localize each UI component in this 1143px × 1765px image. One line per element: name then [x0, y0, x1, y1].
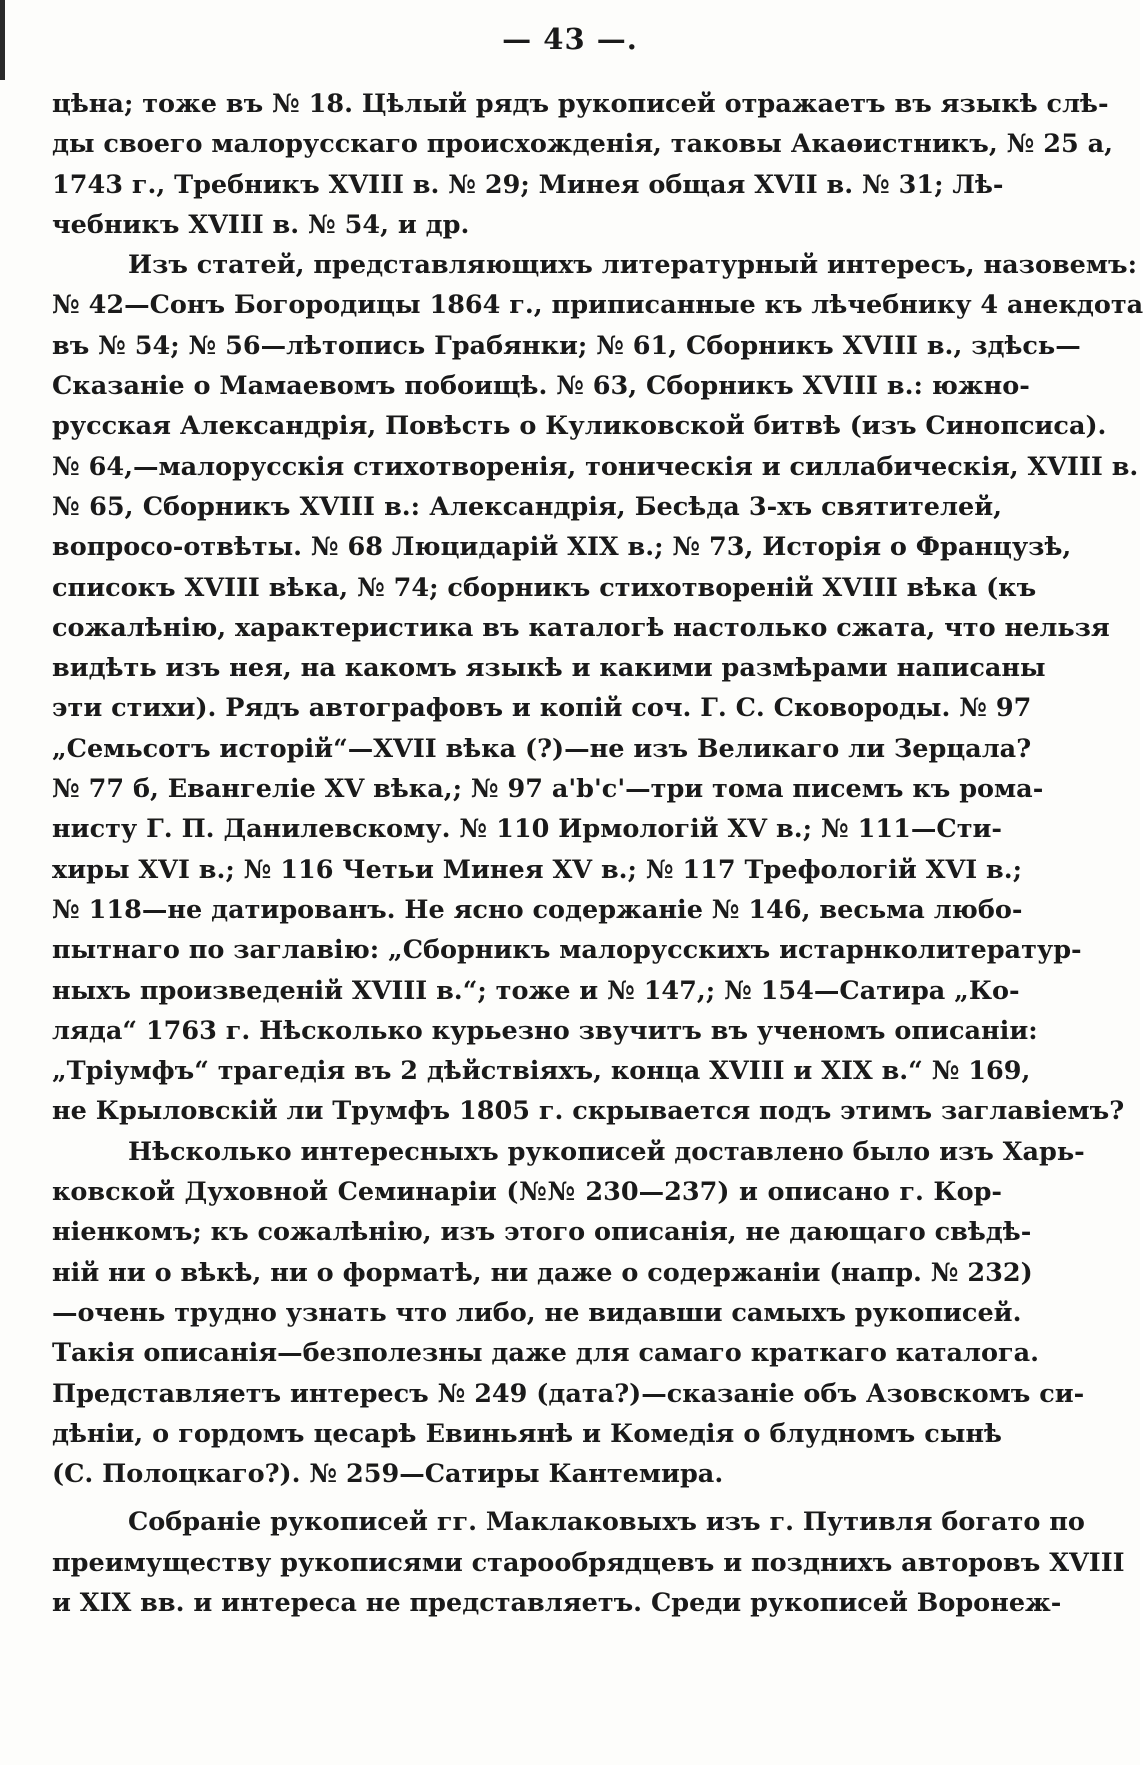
text-line: № 77 б, Евангеліе XV вѣка,; № 97 а'b'с'—три тома писемъ къ рома-: [52, 774, 1044, 805]
text-line: русская Александрія, Повѣсть о Куликовской битвѣ (изъ Синопсиса).: [52, 411, 1107, 442]
text-line: ній ни о вѣкѣ, ни о форматѣ, ни даже о содержаніи (напр. № 232): [52, 1257, 1033, 1288]
text-line: № 65, Сборникъ XVIII в.: Александрія, Бесѣда 3-хъ святителей,: [52, 491, 1002, 522]
text-line: Такія описанія—безполезны даже для самаго краткаго каталога.: [52, 1338, 1039, 1369]
text-line: не Крыловскій ли Трумфъ 1805 г. скрывается подъ этимъ заглавіемъ?: [52, 1096, 1125, 1127]
text-line: „Семьсотъ исторій“—XVII вѣка (?)—не изъ Великаго ли Зерцала?: [52, 733, 1032, 764]
text-line: (С. Полоцкаго?). № 259—Сатиры Кантемира.: [52, 1459, 724, 1490]
text-line: въ № 54; № 56—лѣтопись Грабянки; № 61, Сборникъ XVIII в., здѣсь—: [52, 330, 1081, 361]
page-number: — 43 —.: [502, 22, 638, 56]
text-line: ляда“ 1763 г. Нѣсколько курьезно звучитъ въ ученомъ описаніи:: [52, 1015, 1038, 1046]
text-line: Сказаніе о Мамаевомъ побоищѣ. № 63, Сборникъ XVIII в.: южно-: [52, 371, 1030, 402]
text-line: преимуществу рукописями старообрядцевъ и позднихъ авторовъ XVIII: [52, 1547, 1125, 1578]
text-line: ды своего малорусскаго происхожденія, таковы Акаѳистникъ, № 25 а,: [52, 129, 1113, 160]
text-line: чебникъ XVIII в. № 54, и др.: [52, 209, 470, 240]
text-line: Изъ статей, представляющихъ литературный интересъ, назовемъ:: [128, 250, 1138, 281]
text-line: № 64,—малорусскія стихотворенія, тоническія и силлабическія, XVIII в.: [52, 451, 1139, 482]
text-line: вопросо-отвѣты. № 68 Люцидарій XIX в.; № 73, Исторія о Французѣ,: [52, 532, 1072, 563]
text-line: 1743 г., Требникъ XVIII в. № 29; Минея общая XVII в. № 31; Лѣ-: [52, 169, 1004, 200]
text-line: видѣть изъ нея, на какомъ языкѣ и какими размѣрами написаны: [52, 653, 1046, 684]
text-line: „Тріумфъ“ трагедія въ 2 дѣйствіяхъ, конца XVIII и XIX в.“ № 169,: [52, 1056, 1031, 1087]
text-line: пытнаго по заглавію: „Сборникъ малорусскихъ истарнколитератур-: [52, 935, 1082, 966]
text-line: № 42—Сонъ Богородицы 1864 г., приписанные къ лѣчебнику 4 анекдота: [52, 290, 1143, 321]
text-line: Собраніе рукописей гг. Маклаковыхъ изъ г. Путивля богато по: [128, 1507, 1085, 1538]
text-line: цѣна; тоже въ № 18. Цѣлый рядъ рукописей отражаетъ въ языкѣ слѣ-: [52, 89, 1109, 119]
text-line: эти стихи). Рядъ автографовъ и копій соч. Г. С. Сковороды. № 97: [52, 693, 1032, 724]
text-line: списокъ XVIII вѣка, № 74; сборникъ стихотвореній XVIII вѣка (къ: [52, 572, 1037, 603]
text-line: и XIX вв. и интереса не представляетъ. Среди рукописей Воронеж-: [52, 1587, 1062, 1618]
text-line: ніенкомъ; къ сожалѣнію, изъ этого описанія, не дающаго свѣдѣ-: [52, 1217, 1032, 1248]
text-line: —очень трудно узнать что либо, не видавши самыхъ рукописей.: [52, 1297, 1022, 1328]
text-line: № 118—не датированъ. Не ясно содержаніе № 146, весьма любо-: [52, 894, 1023, 925]
body-text: [52, 84, 1143, 1623]
text-line: ныхъ произведеній XVIII в.“; тоже и № 147,; № 154—Сатира „Ко-: [52, 975, 1020, 1006]
text-line: нисту Г. П. Данилевскому. № 110 Ирмологій XV в.; № 111—Сти-: [52, 814, 1002, 845]
text-line: сожалѣнію, характеристика въ каталогѣ настолько сжата, что нельзя: [52, 612, 1110, 643]
text-line: Представляетъ интересъ № 249 (дата?)—сказаніе объ Азовскомъ си-: [52, 1378, 1085, 1409]
text-line: дѣніи, о гордомъ цесарѣ Евиньянѣ и Комедія о блудномъ сынѣ: [52, 1418, 1002, 1449]
text-line: Нѣсколько интересныхъ рукописей доставлено было изъ Харь-: [128, 1136, 1085, 1167]
text-line: ковской Духовной Семинаріи (№№ 230—237) и описано г. Кор-: [52, 1177, 1002, 1208]
text-line: хиры XVI в.; № 116 Четьи Минея XV в.; № 117 Трефологій XVI в.;: [52, 854, 1023, 885]
